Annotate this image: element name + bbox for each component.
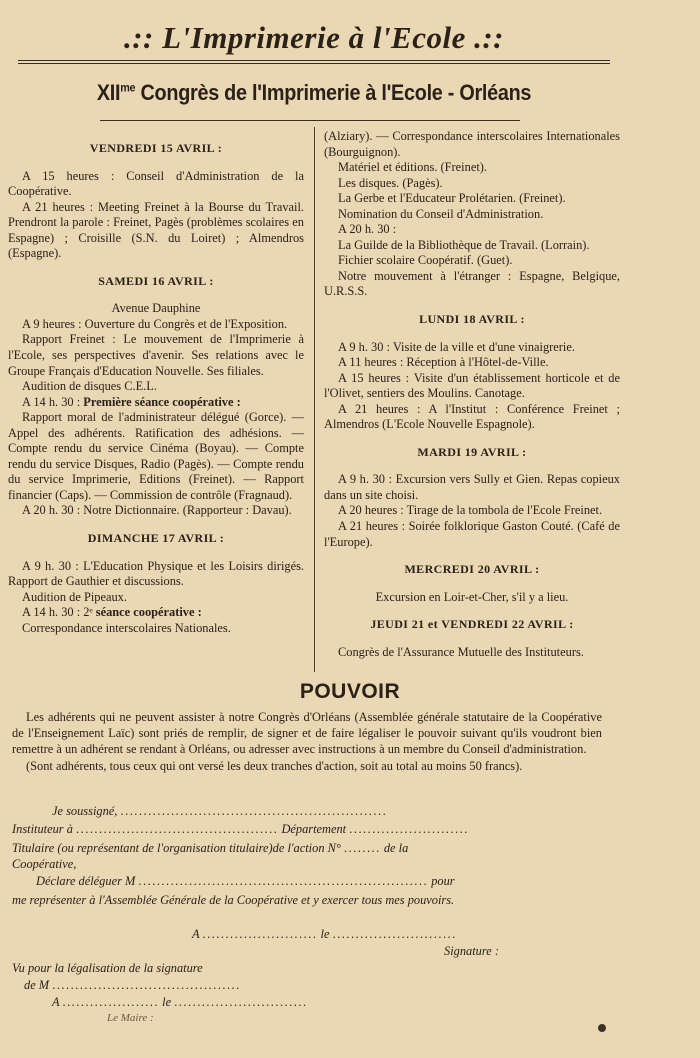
- program-time: A 14 h. 30 : 2ᵉ: [22, 605, 96, 620]
- program-line: Fichier scolaire Coopératif. (Guet).: [338, 253, 513, 268]
- program-line-with-bold: [8, 395, 304, 411]
- form-signature-line: [12, 944, 602, 959]
- form-a2-label: A: [52, 995, 60, 1009]
- day-heading: SAMEDI 16 AVRIL :: [98, 273, 214, 288]
- form-instituteur-line: Instituteur à ............................................ Département ..........................: [12, 822, 469, 836]
- program-line: A 15 heures : Visite d'un établissement horticole et de l'Olivet, sentiers des Moulins. Canotage.: [324, 370, 620, 401]
- form-vu-label: Vu pour la légalisation de la signature: [12, 961, 203, 975]
- program-line-with-bold: [8, 605, 304, 621]
- program-time: A 14 h. 30 :: [22, 394, 84, 409]
- program-line: Notre mouvement à l'étranger : Espagne, Belgique, U.R.S.S.: [324, 268, 620, 299]
- form-de-la-label: de la: [383, 841, 409, 855]
- day-heading: MARDI 19 AVRIL :: [417, 444, 527, 459]
- form-a-le-line: A ..................... le .............................: [52, 995, 308, 1009]
- form-pour-label: pour: [431, 874, 455, 888]
- program-line: A 15 heures : Conseil d'Administration de la Coopérative.: [8, 168, 304, 199]
- program-line: Audition de Pipeaux.: [22, 589, 127, 604]
- masthead-rule-top: [18, 60, 610, 61]
- program-line: A 11 heures : Réception à l'Hôtel-de-Ville.: [338, 355, 549, 370]
- day-heading: DIMANCHE 17 AVRIL :: [87, 531, 225, 546]
- program-line: A 21 heures : A l'Institut : Conférence Freinet ; Almendros (L'Ecole Nouvelle Espagnole).: [324, 401, 620, 432]
- form-de-m-line: de M .........................................: [24, 978, 241, 992]
- form-soussigne-label: Je soussigné,: [52, 804, 118, 818]
- form-instituteur-label: Instituteur à: [12, 822, 73, 836]
- pouvoir-title: POUVOIR: [299, 680, 401, 703]
- program-line: A 20 heures : Tirage de la tombola de l'Ecole Freinet.: [338, 503, 603, 518]
- program-line: La Gerbe et l'Educateur Prolétarien. (Freinet).: [338, 191, 566, 206]
- program-line: Congrès de l'Assurance Mutuelle des Instituteurs.: [338, 644, 584, 659]
- program-line: A 21 heures : Soirée folklorique Gaston Couté. (Café de l'Europe).: [324, 519, 620, 549]
- form-de-m-label: de M: [24, 978, 50, 992]
- pouvoir-paragraph: Les adhérents qui ne peuvent assister à notre Congrès d'Orléans (Assemblée générale statutaire de la Coopérative de l'Enseignement Laïc) sont priés de remplir, de signer et de faire légaliser le pouvoir suivant qu'ils voudront bien remettre à un adhérent se rendant à Orléans, ou adresser avec instructions à un membre du Conseil d'administration.: [12, 710, 602, 757]
- congress-rule: [100, 120, 520, 121]
- form-le-label: le: [320, 927, 330, 941]
- form-vu-line: [12, 961, 602, 976]
- day-heading: JEUDI 21 et VENDREDI 22 AVRIL :: [370, 617, 574, 632]
- form-representer-line: [12, 892, 602, 908]
- masthead: .:: L'Imprimerie à l'Ecole .::: [123, 20, 505, 55]
- column-separator: [314, 127, 315, 672]
- day-heading: MERCREDI 20 AVRIL :: [404, 562, 540, 577]
- program-line: Audition de disques C.E.L.: [22, 379, 157, 394]
- day-heading: VENDREDI 15 AVRIL :: [89, 141, 223, 155]
- form-titulaire-label: Titulaire (ou représentant de l'organisation titulaire)de l'action N°: [12, 841, 341, 855]
- form-declare-label: Déclare déléguer M: [36, 874, 136, 888]
- program-line: Correspondance interscolaires Nationales.: [22, 620, 231, 635]
- congress-prefix: XII: [96, 80, 121, 105]
- program-line: A 9 h. 30 : Excursion vers Sully et Gien. Repas copieux dans un site choisi.: [324, 472, 620, 502]
- program-line: A 9 heures : Ouverture du Congrès et de l'Exposition.: [22, 316, 288, 331]
- pouvoir-note: (Sont adhérents, tous ceux qui ont versé les deux tranches d'action, soit au total au moins 50 francs).: [26, 758, 523, 773]
- program-line: Rapport moral de l'administrateur délégué (Gorce). — Appel des adhérents. Ratification des adhésions. — Compte rendu du service Cinéma (Boyau). — Compte rendu du service Disques, Radio (Pagès). — Compte rendu du service Imprimerie, Editions (Freinet). — Rapport financier (Caps). — Commission de contrôle (Fragnaud).: [8, 410, 304, 502]
- form-cooperative-label: Coopérative,: [12, 857, 77, 871]
- session-title: séance coopérative :: [95, 605, 202, 620]
- program-line: A 21 heures : Meeting Freinet à la Bourse du Travail. Prendront la parole : Freinet, Pagès (problèmes scolaires en Espagne) ; Croisille (S.N. du Loiret) ; Almendros (Espagne).: [8, 199, 304, 261]
- form-representer-text: me représenter à l'Assemblée Générale de la Coopérative et y exercer tous mes pouvoirs.: [12, 893, 455, 907]
- form-departement-label: Département: [281, 822, 347, 836]
- page-mark-dot: [598, 1024, 606, 1032]
- program-line: A 9 h. 30 : Visite de la ville et d'une vinaigrerie.: [338, 339, 575, 354]
- congress-sup: me: [120, 80, 136, 95]
- form-soussigne-line: Je soussigné, ..........................................................: [52, 804, 388, 818]
- form-maire-label: Le Maire :: [107, 1012, 154, 1024]
- program-right-column: [324, 129, 620, 660]
- pouvoir-body: [12, 709, 602, 774]
- form-declare-line: Déclare déléguer M ............................................................... pour: [36, 874, 455, 888]
- program-line-centered: Avenue Dauphine: [111, 301, 201, 316]
- form-signature-label: Signature :: [444, 944, 499, 958]
- program-line: Matériel et éditions. (Freinet).: [338, 160, 487, 175]
- congress-title: Congrès de l'Imprimerie à l'Ecole - Orléans: [135, 80, 532, 105]
- form-place-date-line: A ......................... le ...........................: [192, 927, 457, 941]
- day-heading: LUNDI 18 AVRIL :: [419, 312, 525, 327]
- program-line: Les disques. (Pagès).: [338, 175, 443, 190]
- form-maire-line: [12, 1012, 602, 1024]
- form-le2-label: le: [162, 995, 172, 1009]
- program-line: Rapport Freinet : Le mouvement de l'Imprimerie à l'Ecole, ses perspectives d'avenir. Ses relations avec le Groupe Français d'Education Nouvelle. Ses filiales.: [8, 332, 304, 378]
- masthead-rule-bottom: [18, 63, 610, 64]
- program-line: La Guilde de la Bibliothèque de Travail. (Lorrain).: [338, 237, 590, 252]
- program-left-column: [8, 129, 304, 636]
- form-a-label: A: [192, 927, 200, 941]
- form-titulaire-line: Titulaire (ou représentant de l'organisation titulaire)de l'action N° ........ de la Coopérative,: [12, 841, 409, 871]
- program-line: (Alziary). — Correspondance interscolaires Internationales (Bourguignon).: [324, 129, 620, 159]
- program-line-centered: Excursion en Loir-et-Cher, s'il y a lieu.: [375, 589, 569, 604]
- session-title: Première séance coopérative :: [83, 394, 241, 409]
- congress-heading: [48, 80, 581, 106]
- program-line: A 20 h. 30 :: [338, 222, 397, 237]
- program-line: A 9 h. 30 : L'Education Physique et les Loisirs dirigés. Rapport de Gauthier et discussions.: [8, 558, 304, 589]
- program-line: A 20 h. 30 : Notre Dictionnaire. (Rapporteur : Davau).: [22, 503, 292, 518]
- program-line: Nomination du Conseil d'Administration.: [338, 206, 544, 221]
